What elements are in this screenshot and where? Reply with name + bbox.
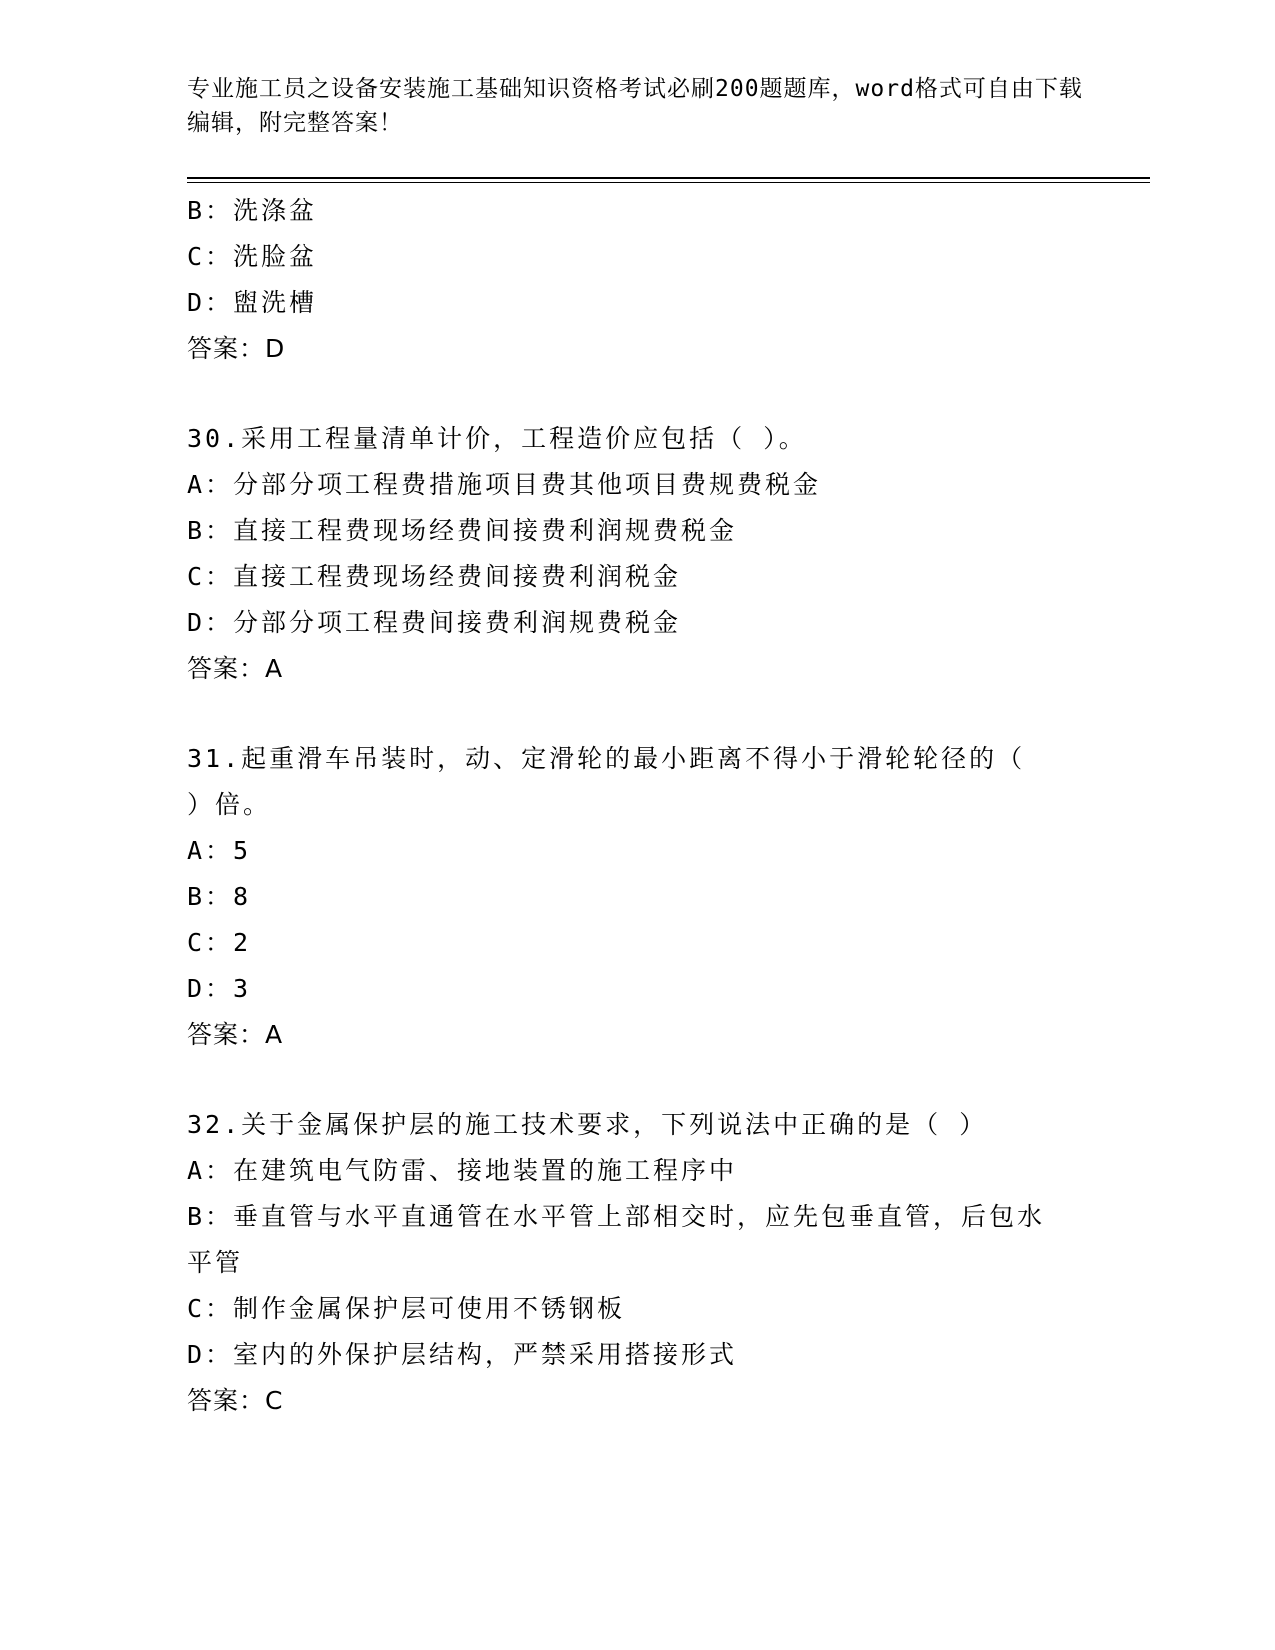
option-c: C：2	[187, 928, 252, 957]
option-b: B：直接工程费现场经费间接费利润规费税金	[187, 516, 738, 545]
question-stem: 31.起重滑车吊装时，动、定滑轮的最小距离不得小于滑轮轮径的（	[187, 744, 1026, 773]
option-a: A：5	[187, 836, 252, 865]
answer-line: 答案：A	[187, 654, 284, 683]
option-a: A：分部分项工程费措施项目费其他项目费规费税金	[187, 470, 822, 499]
option-a: A：在建筑电气防雷、接地装置的施工程序中	[187, 1156, 738, 1185]
question-stem-continued: ）倍。	[187, 790, 272, 819]
option-d: D：3	[187, 974, 252, 1003]
option-b: B：8	[187, 882, 252, 911]
document-header: 专业施工员之设备安装施工基础知识资格考试必刷200题题库，word格式可自由下载编辑，附完整答案！	[187, 76, 1083, 136]
question-stem: 32.关于金属保护层的施工技术要求，下列说法中正确的是（ ）	[187, 1110, 988, 1139]
question-stem: 30.采用工程量清单计价，工程造价应包括（ ）。	[187, 424, 807, 453]
question-list	[187, 188, 1087, 1424]
option-c: C：洗脸盆	[187, 242, 318, 271]
header-rule-thick	[187, 177, 1150, 179]
answer-line: 答案：A	[187, 1020, 284, 1049]
option-b-continued: 平管	[187, 1248, 244, 1277]
option-b: B：垂直管与水平直通管在水平管上部相交时，应先包垂直管，后包水	[187, 1202, 1046, 1231]
answer-line: 答案：C	[187, 1386, 284, 1415]
option-c: C：直接工程费现场经费间接费利润税金	[187, 562, 682, 591]
option-d: D：室内的外保护层结构，严禁采用搭接形式	[187, 1340, 738, 1369]
option-d: D：分部分项工程费间接费利润规费税金	[187, 608, 682, 637]
option-c: C：制作金属保护层可使用不锈钢板	[187, 1294, 626, 1323]
option-b: B：洗涤盆	[187, 196, 318, 225]
header-rule-thin	[187, 182, 1150, 183]
option-d: D：盥洗槽	[187, 288, 318, 317]
answer-line: 答案：D	[187, 334, 286, 363]
